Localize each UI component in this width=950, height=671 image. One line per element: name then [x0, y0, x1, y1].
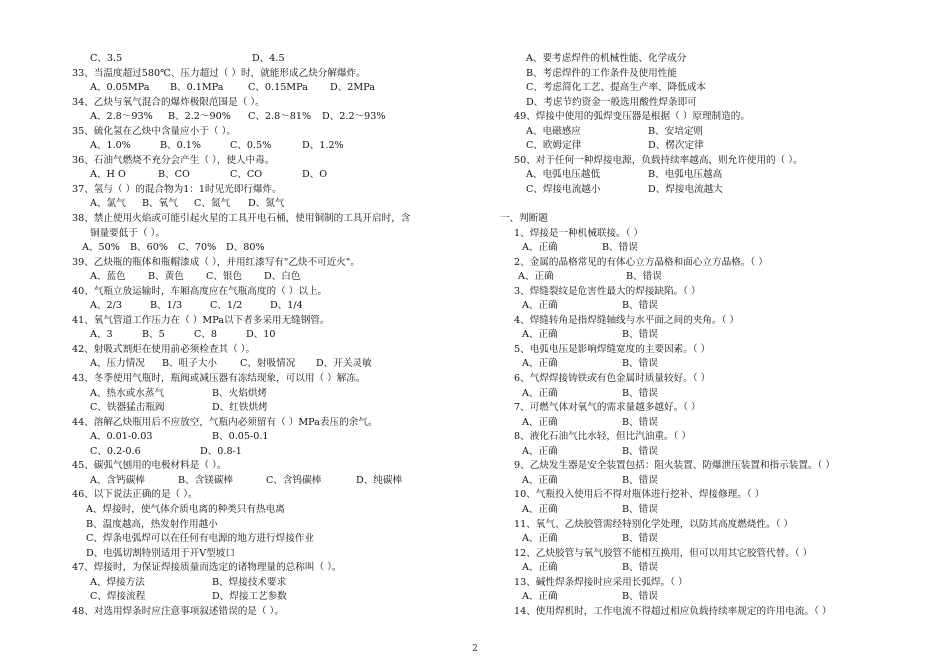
option-text: B、CO — [158, 169, 190, 181]
option-text: B、错误 — [622, 533, 658, 545]
line-text: 33、当温度超过580℃、压力超过（ ）时，就能形成乙炔分解爆炸。 — [72, 67, 366, 79]
option-text: D、红铁烘烤 — [212, 402, 268, 414]
option-text: B、错误 — [622, 387, 658, 399]
text-line — [68, 343, 468, 358]
option-text: B、错误 — [622, 416, 658, 428]
text-line — [68, 503, 468, 518]
line-text: C、考虑简化工艺、提高生产率、降低成本 — [526, 82, 707, 94]
option-text: B、安培定则 — [648, 125, 704, 137]
line-text: A、正确 — [522, 300, 558, 312]
text-line — [68, 387, 468, 402]
line-text: 35、硫化氢在乙炔中含量应小于（ ）。 — [72, 125, 236, 137]
line-text: A、正确 — [522, 591, 558, 603]
line-text: C、焊接电流越小 — [526, 183, 601, 195]
blank-line — [500, 197, 920, 212]
text-line — [68, 299, 468, 314]
line-text: 铜量要低于（ ）。 — [90, 227, 165, 239]
option-text: B、错误 — [622, 329, 658, 341]
text-line — [68, 270, 468, 285]
text-line — [68, 357, 468, 372]
line-text: A、正确 — [522, 562, 558, 574]
option-text: C、射吸情况 — [240, 358, 296, 370]
option-text: C、1/2 — [210, 300, 243, 312]
text-line — [68, 416, 468, 431]
option-text: D、0.8-1 — [200, 445, 242, 457]
text-line — [500, 416, 920, 431]
line-text: C、铁器猛击瓶阀 — [90, 402, 165, 414]
line-text: A、正确 — [522, 416, 558, 428]
option-text: B、错误 — [622, 300, 658, 312]
line-text: B、温度越高，热发射作用越小 — [86, 518, 218, 530]
line-text: 34、乙炔与氧气混合的爆炸极限范围是（ ）。 — [72, 96, 265, 108]
line-text: A、氯气 — [90, 198, 126, 210]
line-text: 44、溶解乙炔瓶用后不应放空，气瓶内必须留有（ ）MPa表压的余气。 — [72, 416, 378, 428]
line-text: 12、乙炔胶管与氧气胶管不能相互换用，但可以用其它胶管代替。（ ） — [514, 547, 813, 559]
line-text: 3、焊缝裂纹是危害性最大的焊接缺陷。（ ） — [514, 285, 701, 297]
option-text: B、含镁碳棒 — [178, 474, 234, 486]
option-text: B、错误 — [622, 503, 658, 515]
text-line — [68, 125, 468, 140]
option-text: C、70% — [178, 242, 217, 254]
line-text: A、2.8～93% — [90, 111, 153, 123]
option-text: B、错误 — [622, 474, 658, 486]
text-line — [68, 605, 468, 620]
option-text: B、焊接技术要求 — [212, 576, 287, 588]
text-line — [500, 430, 920, 445]
text-line — [500, 256, 920, 271]
text-line — [500, 168, 920, 183]
line-text: 2、金属的晶格常见的有体心立方晶格和面心立方晶格。（ ） — [514, 256, 768, 268]
text-line — [68, 197, 468, 212]
option-text: B、2.2～90% — [168, 111, 231, 123]
line-text: 36、石油气燃烧不充分会产生（ ），使人中毒。 — [72, 154, 275, 166]
line-text: A、要考虑焊件的机械性能、化学成分 — [526, 53, 687, 64]
line-text: A、正确 — [522, 329, 558, 341]
option-text: B、错误 — [622, 562, 658, 574]
line-text: 39、乙炔瓶的瓶体和瓶帽漆成（ ），并用红漆写有"乙炔不可近火"。 — [72, 256, 360, 268]
text-line — [500, 212, 920, 227]
text-line — [68, 96, 468, 111]
text-line — [500, 387, 920, 402]
text-line — [68, 212, 468, 227]
text-line — [68, 459, 468, 474]
option-text: B、火焰烘烤 — [212, 387, 268, 399]
line-text: 11、氧气、乙炔胶管需经特别化学处理，以防其高度燃烧性。（ ） — [514, 518, 794, 530]
line-text: 5、电弧电压是影响焊缝宽度的主要因素。（ ） — [514, 343, 711, 355]
line-text: 50、对于任何一种焊接电源，负载持续率越高，则允许使用的（ ）。 — [514, 154, 803, 166]
line-text: C、欧姆定律 — [526, 140, 582, 152]
line-text: 14、使用焊机时，工作电流不得超过相应负载持续率规定的许用电流。（ ） — [514, 605, 832, 617]
text-line — [500, 474, 920, 489]
option-text: B、黄色 — [148, 271, 184, 283]
text-line — [500, 96, 920, 111]
text-line — [68, 227, 468, 242]
option-text: C、含钨碳棒 — [266, 474, 322, 486]
option-text: C、0.15MPa — [248, 82, 308, 94]
text-line — [68, 256, 468, 271]
line-text: 9、乙炔发生器是安全装置包括：阻火装置、防爆泄压装置和指示装置。（ ） — [514, 460, 835, 472]
text-line — [500, 357, 920, 372]
option-text: B、咀子大小 — [162, 358, 218, 370]
line-text: 4、焊缝转角是指焊缝轴线与水平面之间的夹角。（ ） — [514, 314, 740, 326]
line-text: 38、禁止使用火焰或可能引起火星的工具开电石桶，使用铜制的工具开启时，含 — [72, 213, 411, 225]
option-text: C、2.8～81% — [248, 111, 312, 123]
text-line — [500, 518, 920, 533]
option-text: D、焊接工艺参数 — [212, 591, 287, 603]
line-text: 47、焊接时，为保证焊接质量而选定的诸物理量的总称叫（ ）。 — [72, 562, 342, 574]
line-text: A、正确 — [522, 387, 558, 399]
line-text: 42、射吸式割炬在使用前必须检查其（ ）。 — [72, 343, 256, 355]
option-text: D、楞次定律 — [648, 140, 704, 152]
right-column — [500, 52, 920, 619]
text-line — [500, 285, 920, 300]
option-text: B、0.1MPa — [170, 82, 224, 94]
text-line — [500, 110, 920, 125]
line-text: 13、碱性焊条焊接时应采用长弧焊。（ ） — [514, 576, 688, 588]
line-text: A、正确 — [522, 533, 558, 545]
text-line — [500, 503, 920, 518]
text-line — [68, 488, 468, 503]
text-line — [500, 576, 920, 591]
line-text: 8、液化石油气比水轻，但比汽油重。（ ） — [514, 431, 692, 443]
line-text: A、正确 — [522, 503, 558, 515]
option-text: D、O — [302, 169, 328, 181]
text-line — [500, 125, 920, 140]
text-line — [68, 372, 468, 387]
text-line — [500, 561, 920, 576]
text-line — [500, 328, 920, 343]
text-line — [500, 343, 920, 358]
text-line — [500, 532, 920, 547]
option-text: B、错误 — [602, 242, 638, 254]
option-text: B、电弧电压越高 — [648, 169, 723, 181]
text-line — [68, 328, 468, 343]
line-text: A、热水或水蒸气 — [90, 387, 165, 399]
text-line — [500, 605, 920, 620]
text-line — [500, 459, 920, 474]
option-text: D、2.2～93% — [322, 111, 386, 123]
line-text: 7、可燃气体对氧气的需求量越多越好。（ ） — [514, 402, 701, 414]
text-line — [68, 445, 468, 460]
option-text: B、氧气 — [142, 198, 178, 210]
text-line — [68, 590, 468, 605]
line-text: A、电磁感应 — [526, 125, 581, 137]
option-text: B、0.05-0.1 — [212, 431, 269, 443]
line-text: D、电弧切割特别适用于开V型坡口 — [86, 547, 235, 559]
line-text: 1、焊接是一种机械联接。（ ） — [514, 227, 644, 239]
text-line — [68, 139, 468, 154]
option-text: C、CO — [230, 169, 263, 181]
text-line — [68, 110, 468, 125]
line-text: B、考虑焊件的工作条件及使用性能 — [526, 67, 677, 79]
text-line — [500, 52, 920, 67]
text-line — [68, 168, 468, 183]
option-text: D、纯碳棒 — [356, 474, 403, 486]
text-line — [68, 285, 468, 300]
line-text: 40、气瓶立放运输时，车厢高度应在气瓶高度的（ ）以上。 — [72, 285, 328, 297]
line-text: C、0.2-0.6 — [90, 445, 141, 457]
option-text: C、8 — [194, 329, 218, 341]
option-text: C、0.5% — [230, 140, 272, 152]
text-line — [68, 561, 468, 576]
option-text: C、氮气 — [194, 198, 231, 210]
line-text: C、焊条电弧焊可以在任何有电源的地方进行焊接作业 — [86, 533, 314, 545]
text-line — [68, 52, 468, 67]
text-line — [500, 81, 920, 96]
text-line — [68, 67, 468, 82]
text-line — [500, 227, 920, 242]
line-text: 45、碳弧气刨用的电极材料是（ ）。 — [72, 460, 227, 472]
line-text: A、正确 — [522, 445, 558, 457]
line-text: A、压力情况 — [90, 358, 145, 370]
text-line — [500, 299, 920, 314]
text-line — [500, 590, 920, 605]
text-line — [500, 154, 920, 169]
option-text: B、错误 — [622, 591, 658, 603]
text-line — [68, 241, 468, 256]
text-line — [500, 67, 920, 82]
line-text: 46、以下说法正确的是（ ）。 — [72, 489, 198, 501]
option-text: D、1/4 — [270, 300, 303, 312]
line-text: 43、冬季使用气瓶时，瓶阀或减压器有冻结现象，可以用（ ）解冻。 — [72, 373, 366, 385]
option-text: D、1.2% — [302, 140, 344, 152]
option-text: D、开关灵敏 — [316, 358, 372, 370]
line-text: A、正确 — [522, 242, 558, 254]
line-text: A、3 — [90, 329, 113, 341]
text-line — [68, 532, 468, 547]
line-text: A、焊接时，使气体介质电离的种类只有热电离 — [86, 503, 285, 515]
option-text: D、氮气 — [248, 198, 285, 210]
option-text: D、10 — [246, 329, 276, 341]
line-text: A、电弧电压越低 — [526, 169, 601, 181]
line-text: C、焊接流程 — [90, 591, 146, 603]
line-text: A、正确 — [518, 271, 554, 283]
text-line — [68, 401, 468, 416]
line-text: 41、氧气管道工作压力在（ ）MPa以下者多采用无缝钢管。 — [72, 314, 330, 326]
line-text: C、3.5 — [90, 53, 123, 64]
text-line — [500, 139, 920, 154]
line-text: 48、对选用焊条时应注意事项叙述错误的是（ ）。 — [72, 605, 284, 617]
option-text: B、0.1% — [160, 140, 202, 152]
line-text: A、含钙碳棒 — [90, 474, 145, 486]
line-text: A、1.0% — [90, 140, 131, 152]
line-text: A、正确 — [522, 474, 558, 486]
text-line — [68, 314, 468, 329]
line-text: D、考虑节约资金一般选用酸性焊条即可 — [526, 96, 697, 108]
line-text: A、H O — [90, 169, 126, 181]
text-line — [68, 474, 468, 489]
option-text: D、焊接电流越大 — [648, 183, 723, 195]
text-line — [500, 445, 920, 460]
line-text: 一、判断题 — [500, 213, 548, 225]
text-line — [68, 81, 468, 96]
text-line — [500, 372, 920, 387]
option-text: D、2MPa — [330, 82, 375, 94]
text-line — [68, 430, 468, 445]
text-line — [500, 270, 920, 285]
option-text: C、银色 — [206, 271, 243, 283]
line-text: 49、焊接中使用的弧焊变压器是根据（ ）原理制造的。 — [514, 111, 750, 123]
option-text: B、60% — [130, 242, 168, 254]
line-text: 37、氢与（ ）的混合物为1：1时见光即行爆炸。 — [72, 183, 282, 195]
option-text: B、错误 — [622, 358, 658, 370]
text-line — [500, 241, 920, 256]
line-text: A、0.05MPa — [90, 82, 150, 94]
text-line — [500, 183, 920, 198]
text-line — [68, 154, 468, 169]
text-line — [500, 314, 920, 329]
page-number: 2 — [472, 644, 478, 654]
text-line — [68, 576, 468, 591]
text-line — [500, 547, 920, 562]
line-text: A、2/3 — [90, 300, 122, 312]
line-text: A、蓝色 — [90, 271, 126, 283]
option-text: B、错误 — [626, 271, 662, 283]
option-text: B、错误 — [622, 445, 658, 457]
text-line — [68, 547, 468, 562]
option-text: D、白色 — [264, 271, 301, 283]
line-text: 10、气瓶投入使用后不得对瓶体进行挖补、焊接修理。（ ） — [514, 489, 765, 501]
line-text: 6、气焊焊接铸铁或有色金属时质量较好。（ ） — [514, 373, 711, 385]
line-text: A、0.01-0.03 — [90, 431, 153, 443]
line-text: A、50% — [82, 242, 120, 254]
option-text: B、1/3 — [150, 300, 183, 312]
left-column — [68, 52, 468, 619]
text-line — [68, 518, 468, 533]
text-line — [68, 183, 468, 198]
option-text: B、5 — [142, 329, 165, 341]
line-text: A、正确 — [522, 358, 558, 370]
option-text: D、80% — [226, 242, 265, 254]
text-line — [500, 401, 920, 416]
line-text: A、焊接方法 — [90, 576, 145, 588]
text-line — [500, 488, 920, 503]
option-text: D、4.5 — [252, 53, 285, 64]
